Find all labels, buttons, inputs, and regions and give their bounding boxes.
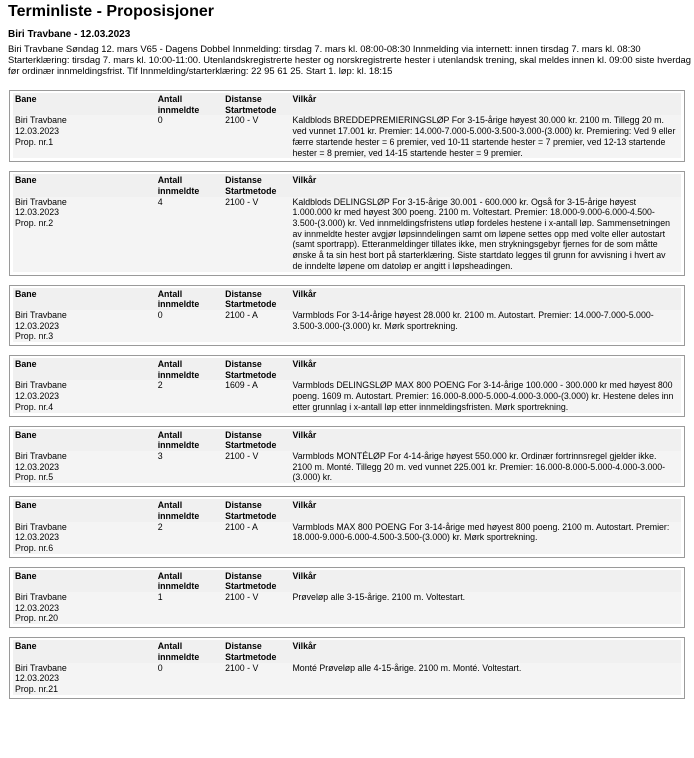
proposition-row [13,451,681,483]
header-antall-line1: Antall [157,429,183,440]
bane-cell [13,197,158,272]
header-antall-line2: innmeldte [157,104,200,115]
antall-value: 0 [157,115,163,126]
header-antall-line2: innmeldte [157,651,200,662]
header-distanse-line2: Startmetode [225,510,277,521]
prop-number: Prop. nr.5 [15,472,54,483]
bane-cell [13,663,158,695]
prop-number: Prop. nr.20 [15,613,59,624]
header-distanse-line1: Distanse [225,641,262,652]
vilkar-text: Varmblods DELINGSLØP MAX 800 POENG For 3-14-årige 100.000 - 300.000 kr med høyest 800 poeng. 1609 m. Autostart. Premier: 16.000-8.000-5.000-4.000-3.000-(3.000) kr. Hestene deles inn etter grunnlag i x-antall løp etter innmeldingsfristen. Mørk sportrekning. [292,380,674,412]
page-title: Terminliste - Proposisjoner [8,3,214,20]
proposition-block [9,426,685,488]
vilkar-cell [292,115,681,158]
bane-name: Biri Travbane [15,115,67,126]
distanse-cell [225,310,292,342]
proposition-header [13,640,681,662]
distanse-value: 2100 - V [225,115,259,126]
distanse-value: 2100 - V [225,662,259,673]
proposition-block [9,637,685,699]
header-distanse [225,359,292,380]
distanse-cell [225,380,292,412]
header-bane-label: Bane [15,500,37,511]
vilkar-text: Varmblods MAX 800 POENG For 3-14-årige med høyest 800 poeng. 2100 m. Autostart. Premier: 18.000-9.000-6.000-4.500-3.500-(3.000) kr. Mørk sportrekning. [292,521,670,543]
header-antall-line1: Antall [157,641,183,652]
header-antall-line2: innmeldte [157,185,200,196]
proposition-row [13,310,681,342]
distanse-cell [225,451,292,483]
header-distanse-line2: Startmetode [225,440,277,451]
vilkar-cell [292,663,681,695]
bane-name: Biri Travbane [15,380,67,391]
bane-name: Biri Travbane [15,521,67,532]
header-distanse [225,641,292,662]
antall-cell [158,522,225,554]
antall-cell [158,197,225,272]
header-distanse-line1: Distanse [225,94,262,104]
header-antall-line1: Antall [157,94,183,104]
race-date: 12.03.2023 [15,126,60,137]
distanse-cell [225,592,292,624]
header-bane [13,94,158,115]
vilkar-cell [292,310,681,342]
proposition-block [9,171,685,275]
header-antall-line1: Antall [157,570,183,581]
proposition-header [13,499,681,521]
race-date: 12.03.2023 [15,391,60,402]
antall-value: 1 [157,592,163,603]
proposition-row [13,592,681,624]
bane-name: Biri Travbane [15,662,67,673]
bane-cell [13,115,158,158]
proposition-header [13,93,681,115]
bane-name: Biri Travbane [15,309,67,320]
header-bane [13,500,158,521]
header-bane-label: Bane [15,359,37,370]
distanse-value: 2100 - A [225,309,258,320]
proposition-block [9,355,685,417]
vilkar-cell [292,197,681,272]
bane-name: Biri Travbane [15,450,67,461]
header-distanse-line1: Distanse [225,175,262,186]
header-distanse-line1: Distanse [225,500,262,511]
header-distanse-line2: Startmetode [225,185,277,196]
proposition-row [13,522,681,554]
header-vilkar-label: Vilkår [292,94,317,104]
header-vilkar [292,500,681,521]
proposition-block [9,90,685,162]
distanse-value: 2100 - V [225,450,259,461]
header-antall-line2: innmeldte [157,369,200,380]
bane-name: Biri Travbane [15,196,67,207]
header-antall-line1: Antall [157,175,183,186]
header-distanse-line2: Startmetode [225,104,277,115]
header-vilkar-label: Vilkår [292,641,317,652]
header-antall-line2: innmeldte [157,440,200,451]
antall-value: 0 [157,662,163,673]
distanse-value: 2100 - V [225,592,259,603]
proposition-block [9,496,685,558]
header-vilkar [292,289,681,310]
vilkar-cell [292,451,681,483]
proposition-header [13,429,681,451]
distanse-cell [225,197,292,272]
proposition-block [9,567,685,629]
prop-number: Prop. nr.4 [15,401,54,412]
header-antall [158,500,225,521]
prop-number: Prop. nr.1 [15,136,54,147]
antall-cell [158,451,225,483]
header-distanse [225,94,292,115]
antall-value: 4 [157,196,163,207]
header-vilkar-label: Vilkår [292,175,317,186]
header-antall-line1: Antall [157,288,183,299]
proposition-header [13,358,681,380]
header-bane [13,571,158,592]
bane-cell [13,380,158,412]
distanse-cell [225,115,292,158]
header-vilkar [292,175,681,196]
header-bane [13,430,158,451]
antall-cell [158,380,225,412]
header-antall [158,641,225,662]
header-antall [158,430,225,451]
race-date: 12.03.2023 [15,207,60,218]
header-antall [158,175,225,196]
race-date: 12.03.2023 [15,602,60,613]
header-antall [158,289,225,310]
header-antall-line1: Antall [157,500,183,511]
page-subtitle: Biri Travbane - 12.03.2023 [8,29,131,40]
distanse-value: 2100 - V [225,196,259,207]
bane-name: Biri Travbane [15,592,67,603]
antall-cell [158,310,225,342]
header-vilkar [292,94,681,115]
header-distanse-line1: Distanse [225,570,262,581]
header-distanse-line2: Startmetode [225,581,277,592]
header-vilkar-label: Vilkår [292,429,317,440]
header-antall-line2: innmeldte [157,299,200,310]
intro-text: Biri Travbane Søndag 12. mars V65 - Dagens Dobbel Innmelding: tirsdag 7. mars kl. 08:00-08:30 Innmelding via internett: innen tirsdag 7. mars kl. 08:30 Starterklæring: tirsdag 7. mars kl. 10:00-11:00. Utenlandskregistrerte hester og norskregistrerte hester i utenlandsk trening, skal meldes innen kl. 09:00 siste hverdag før ordinær innmeldingsfrist. Tlf Innmelding/starterklæring: 22 95 61 25. Start 1. løp: kl. 18:15 [8,43,691,76]
header-distanse-line2: Startmetode [225,299,277,310]
header-antall [158,571,225,592]
header-antall [158,94,225,115]
bane-cell [13,592,158,624]
header-vilkar [292,359,681,380]
header-vilkar-label: Vilkår [292,288,317,299]
distanse-cell [225,663,292,695]
header-vilkar-label: Vilkår [292,359,317,370]
proposition-list [8,90,694,699]
header-vilkar [292,571,681,592]
header-bane-label: Bane [15,429,37,440]
vilkar-cell [292,522,681,554]
antall-value: 2 [157,521,163,532]
header-bane-label: Bane [15,288,37,299]
header-antall-line2: innmeldte [157,510,200,521]
vilkar-cell [292,592,681,624]
header-vilkar-label: Vilkår [292,500,317,511]
header-distanse [225,175,292,196]
vilkar-text: Kaldblods BREDDEPREMIERINGSLØP For 3-15-årige høyest 30.000 kr. 2100 m. Tillegg 20 m. ved vunnet 17.001 kr. Premier: 14.000-7.000-5.000-3.500-3.000-(3.000) kr. Premiering: Ved 9 eller færre startende hester = 6 premier, ved 10-11 startende hester = 7 premier, ved 12-13 startende hester = 8 premier, ved 14-15 startende hester = 9 premier. [292,115,676,158]
header-bane-label: Bane [15,94,37,104]
prop-number: Prop. nr.2 [15,218,54,229]
antall-cell [158,115,225,158]
header-bane-label: Bane [15,570,37,581]
header-distanse [225,430,292,451]
header-distanse [225,571,292,592]
prop-number: Prop. nr.21 [15,683,59,694]
header-distanse-line1: Distanse [225,429,262,440]
header-vilkar [292,430,681,451]
proposition-block [9,285,685,347]
race-date: 12.03.2023 [15,673,60,684]
antall-cell [158,592,225,624]
header-distanse-line2: Startmetode [225,369,277,380]
header-bane [13,359,158,380]
bane-cell [13,522,158,554]
proposition-header [13,288,681,310]
proposition-header [13,570,681,592]
race-date: 12.03.2023 [15,320,60,331]
antall-value: 0 [157,309,163,320]
prop-number: Prop. nr.3 [15,331,54,342]
header-bane-label: Bane [15,175,37,186]
header-vilkar-label: Vilkår [292,570,317,581]
header-antall [158,359,225,380]
distanse-value: 2100 - A [225,521,258,532]
antall-cell [158,663,225,695]
header-bane-label: Bane [15,641,37,652]
proposition-header [13,174,681,196]
header-bane [13,641,158,662]
vilkar-text: Monté Prøveløp alle 4-15-årige. 2100 m. Monté. Voltestart. [292,662,522,673]
vilkar-text: Prøveløp alle 3-15-årige. 2100 m. Voltestart. [292,592,466,603]
antall-value: 2 [157,380,163,391]
antall-value: 3 [157,450,163,461]
header-distanse-line1: Distanse [225,288,262,299]
distanse-cell [225,522,292,554]
distanse-value: 1609 - A [225,380,258,391]
race-date: 12.03.2023 [15,461,60,472]
proposition-row [13,663,681,695]
bane-cell [13,451,158,483]
header-distanse [225,500,292,521]
proposition-row [13,380,681,412]
header-bane [13,289,158,310]
header-bane [13,175,158,196]
header-vilkar [292,641,681,662]
header-antall-line1: Antall [157,359,183,370]
vilkar-text: Kaldblods DELINGSLØP For 3-15-årige 30.001 - 600.000 kr. Også for 3-15-årige høyest 1.000.000 kr med høyest 300 poeng. 2100 m. Voltestart. Premier: 18.000-9.000-6.000-4.500-3.500-(3.000) kr. Ved innmeldingsfristens utløp fordeles hestene i x-antall løp. Sammensetningen av innmeldte hester avgjør løpsinndelingen samt om løpene settes opp med volte eller autostart (samt sportrapp). Etteranmeldinger tillates ikke, men strykningsgebyr fjernes for de som måtte ønske å ta sin hest bort på starterklæring. Siste startdato legges til grunn for avvisning i hvert av de inndelte løpene om datoløp er angitt i løpsheadingen. [292,196,670,271]
race-date: 12.03.2023 [15,532,60,543]
proposition-row [13,115,681,158]
prop-number: Prop. nr.6 [15,542,54,553]
bane-cell [13,310,158,342]
header-distanse-line2: Startmetode [225,651,277,662]
vilkar-text: Varmblods MONTÉLØP For 4-14-årige høyest 550.000 kr. Ordinær fortrinnsregel gjelder ikke. 2100 m. Monté. Tillegg 20 m. ved vunnet 225.001 kr. Premier: 16.000-8.000-5.000-4.000-3.000-(3.000) kr. [292,450,666,483]
header-antall-line2: innmeldte [157,581,200,592]
proposition-row [13,197,681,272]
vilkar-cell [292,380,681,412]
header-distanse-line1: Distanse [225,359,262,370]
vilkar-text: Varmblods For 3-14-årige høyest 28.000 kr. 2100 m. Autostart. Premier: 14.000-7.000-5.000-3.500-3.000-(3.000) kr. Mørk sportrekning. [292,309,654,331]
header-distanse [225,289,292,310]
